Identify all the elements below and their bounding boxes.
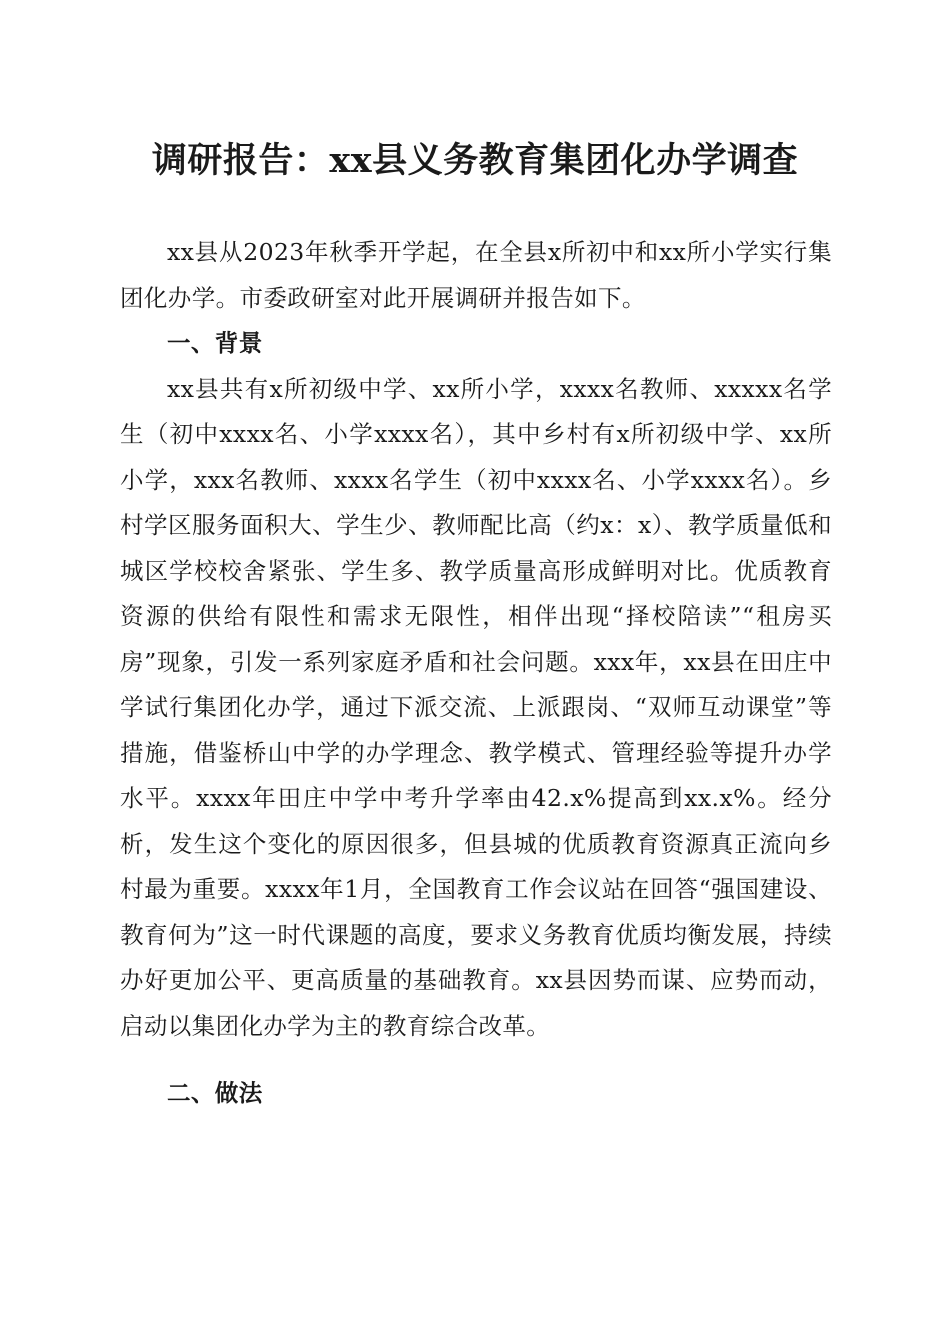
background-paragraph: xx县共有x所初级中学、xx所小学，xxxx名教师、xxxxx名学生（初中xxxx名、小学xxxx名），其中乡村有x所初级中学、xx所小学，xxx名教师、xxxx名学生（初中xxxx名、小学xxxx名）。乡村学区服务面积大、学生少、教师配比高（约x：x）、教学质量低和城区学校校舍紧张、学生多、教学质量高形成鲜明对比。优质教育资源的供给有限性和需求无限性，相伴出现“择校陪读”“租房买房”现象，引发一系列家庭矛盾和社会问题。xxx年，xx县在田庄中学试行集团化办学，通过下派交流、上派跟岗、“双师互动课堂”等措施，借鉴桥山中学的办学理念、教学模式、管理经验等提升办学水平。xxxx年田庄中学中考升学率由42.x%提高到xx.x%。经分析，发生这个变化的原因很多，但县城的优质教育资源真正流向乡村最为重要。xxxx年1月，全国教育工作会议站在回答“强国建设、教育何为”这一时代课题的高度，要求义务教育优质均衡发展，持续办好更加公平、更高质量的基础教育。xx县因势而谋、应势而动，启动以集团化办学为主的教育综合改革。 xyxy=(120,374,832,1040)
section-heading-background: 一、背景 xyxy=(167,329,263,357)
document-body xyxy=(120,230,832,1117)
intro-paragraph: xx县从2023年秋季开学起，在全县x所初中和xx所小学实行集团化办学。市委政研室对此开展调研并报告如下。 xyxy=(120,238,832,312)
document-title: 调研报告：xx县义务教育集团化办学调查 xyxy=(151,140,799,181)
section-heading-methods: 二、做法 xyxy=(167,1079,263,1107)
